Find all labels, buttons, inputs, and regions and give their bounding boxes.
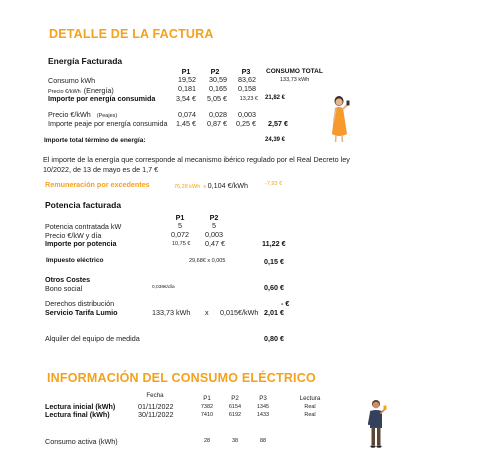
lumio-service-kwh: 133,73 kWh [152,308,191,317]
consumption-total: 133,73 kWh [280,77,310,83]
col-p1-reading: P1 [203,395,211,402]
power-heading: Potencia facturada [45,200,122,210]
active-consumption-p3: 88 [259,438,267,444]
toll-amount-total: 2,57 € [268,119,288,128]
col-p2: P2 [210,67,220,76]
meter-rental-value: 0,80 € [264,334,284,343]
consumption-info-title: INFORMACIÓN DEL CONSUMO ELÉCTRICO [47,371,316,385]
energy-price-p3: 0,158 [238,84,256,93]
power-price-label: Precio €/kW y día [45,231,102,240]
col-p3-reading: P3 [259,395,267,402]
col-p2-reading: P2 [231,395,239,402]
reading-row-initial-lectura: Real [304,404,316,410]
reading-row-final-lectura: Real [304,412,316,418]
reading-row-final-p3: 1433 [256,412,270,418]
reading-row-final-p1: 7410 [200,412,214,418]
other-costs-heading: Otros Costes [45,275,91,284]
energy-price-p2: 0,165 [209,84,227,93]
iberian-mechanism-note: El importe de la energía que corresponde al mecanismo ibérico regulado por el Real Decreto ley 10/2022, de 13 de mayo es de 1,7 € [43,155,350,174]
active-consumption-p1: 28 [203,438,211,444]
surplus-compensation-calc: 76,28 kWh x 0,104 €/kWh [174,181,248,190]
consumption-p2: 30,59 [209,75,227,84]
social-bonus-label: Bono social [45,284,83,293]
toll-price-p2: 0,028 [209,110,227,119]
active-consumption-p2: 38 [231,438,239,444]
toll-amount-p2: 0,87 € [207,119,227,128]
consumption-p1: 19,52 [178,75,196,84]
toll-price-label: Precio €/kWh (Peajes) [48,110,118,119]
social-bonus-value: 0,60 € [264,283,284,292]
power-amount-total: 11,22 € [262,239,286,248]
col-fecha: Fecha [146,392,164,399]
power-amount-p2: 0,47 € [205,239,225,248]
lumio-service-price: 0,015€/kWh [220,308,259,317]
lumio-service-label: Servicio Tarifa Lumio [45,308,118,317]
consumption-p3: 83,62 [238,75,256,84]
energy-amount-p1: 3,54 € [176,94,196,103]
social-bonus-calc: 0,038€/día [152,285,175,290]
toll-amount-label: Importe peaje por energía consumida [48,119,168,128]
energy-amount-total: 21,82 € [265,95,286,101]
energy-price-label: Precio €/kWh (Energía) [48,86,114,95]
contracted-power-label: Potencia contratada kW [45,222,122,231]
lumio-service-value: 2,01 € [264,308,284,317]
toll-amount-p1: 1,45 € [176,119,196,128]
reading-row-final-fecha: 30/11/2022 [138,410,174,419]
col-p3: P3 [241,67,251,76]
power-col-p1: P1 [175,213,185,222]
active-consumption-label: Consumo activa (kWh) [45,437,118,446]
reading-row-final-label: Lectura final (kWh) [45,410,110,419]
woman-phone-illustration-icon [326,94,354,144]
energy-total-value: 24,39 € [265,137,286,143]
reading-row-initial-p2: 6154 [228,404,242,410]
distribution-rights-value: - € [281,299,290,308]
reading-row-final-p2: 6192 [228,412,242,418]
electricity-tax-value: 0,15 € [264,257,284,266]
toll-amount-p3: 0,25 € [236,119,256,128]
reading-row-initial-p3: 1345 [256,404,270,410]
reading-row-initial-p1: 7382 [200,404,214,410]
energy-heading: Energía Facturada [48,56,123,66]
distribution-rights-label: Derechos distribución [45,299,115,308]
surplus-compensation-value: -7,93 € [265,181,283,187]
toll-price-p3: 0,003 [238,110,256,119]
col-lectura: Lectura [299,395,321,402]
power-col-p2: P2 [209,213,219,222]
power-amount-p1: 10,75 € [172,241,191,247]
energy-amount-p2: 5,05 € [207,94,227,103]
electricity-tax-label: Impuesto eléctrico [46,257,104,264]
toll-price-p1: 0,074 [178,110,196,119]
energy-amount-label: Importe por energía consumida [48,94,156,103]
man-phone-illustration-icon [364,398,388,450]
col-p1: P1 [181,67,191,76]
total-consumption-header: CONSUMO TOTAL [266,68,323,75]
electricity-tax-calc: 29,68€ x 0,005 [189,258,226,264]
contracted-power-p1: 5 [178,221,182,230]
power-price-p1: 0,072 [171,230,189,239]
meter-rental-label: Alquiler del equipo de medida [45,334,140,343]
power-price-p2: 0,003 [205,230,223,239]
energy-price-p1: 0,181 [178,84,196,93]
energy-amount-p3: 13,23 € [239,96,258,102]
surplus-compensation-label: Remuneración por excedentes [45,180,150,189]
invoice-detail-title: DETALLE DE LA FACTURA [49,27,214,41]
contracted-power-p2: 5 [212,221,216,230]
lumio-service-x: x [205,308,209,317]
power-amount-label: Importe por potencia [45,239,117,248]
energy-total-label: Importe total término de energía: [44,137,146,144]
reading-row-initial-label: Lectura inicial (kWh) [45,402,116,411]
reading-row-initial-fecha: 01/11/2022 [138,402,174,411]
consumption-label: Consumo kWh [48,76,96,85]
